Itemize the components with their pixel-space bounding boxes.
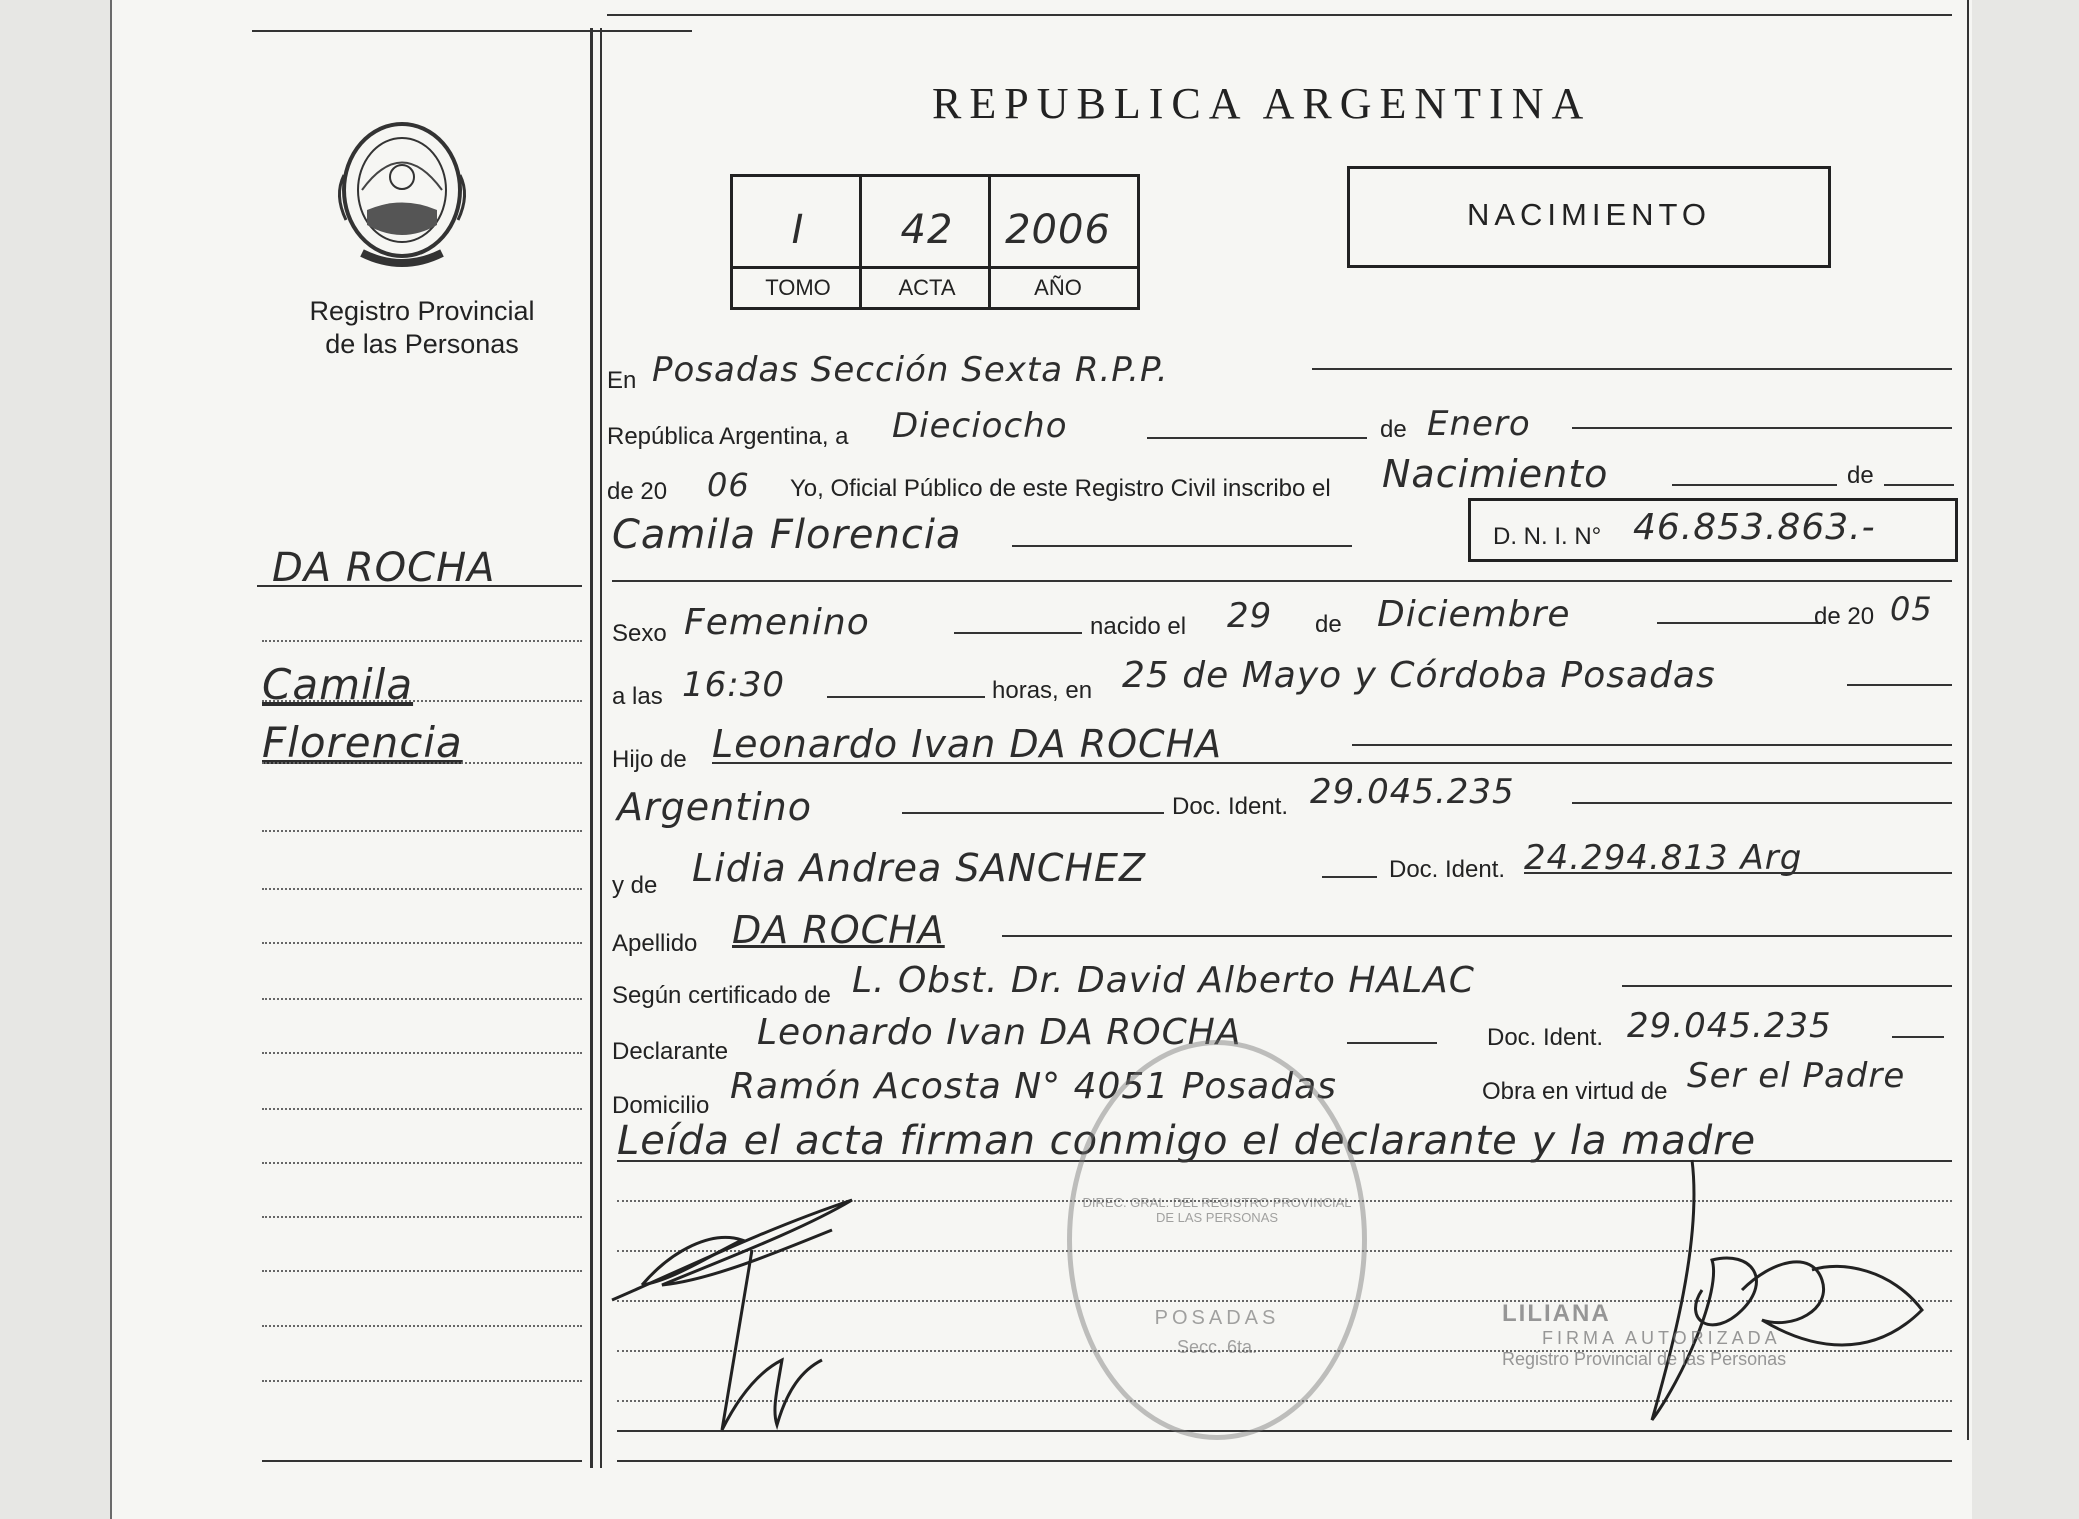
year-label: de 20: [607, 478, 668, 505]
obra-value: Ser el Padre: [1687, 1056, 1906, 1096]
sidebar-name-1: Camila: [262, 660, 414, 709]
sidebar-dotted-line: [262, 762, 582, 764]
nacido-label: nacido el: [1090, 613, 1187, 640]
shield-emblem-icon: [332, 115, 472, 275]
record-type: NACIMIENTO: [1466, 197, 1712, 232]
form-line: [1002, 935, 1952, 937]
sidebar-dotted-line: [262, 888, 582, 890]
acto-value: Nacimiento: [1382, 452, 1609, 496]
register-label-rule: [733, 266, 1137, 269]
round-stamp-ring: DIREC. GRAL. DEL REGISTRO PROVINCIAL DE LAS PERSONAS: [1082, 1195, 1352, 1225]
sidebar-dotted-line: [262, 1380, 582, 1382]
register-box: [730, 174, 1140, 310]
official-signature-icon: [1592, 1150, 1972, 1430]
province-emblem: [332, 115, 472, 275]
month-value: Enero: [1427, 404, 1531, 444]
form-line: [902, 812, 1164, 814]
sidebar-dotted-line: [262, 1162, 582, 1164]
form-line: [1352, 744, 1952, 746]
lugar-value: 25 de Mayo y Córdoba Posadas: [1122, 655, 1716, 696]
certificado-value: L. Obst. Dr. David Alberto HALAC: [852, 960, 1475, 1001]
hora-label: a las: [612, 683, 663, 710]
padre-nacionalidad: Argentino: [617, 785, 812, 829]
year-value: 06: [707, 466, 750, 504]
day-value: Dieciocho: [892, 406, 1068, 446]
sidebar-dotted-line: [262, 1270, 582, 1272]
form-line: [1147, 437, 1367, 439]
register-divider: [859, 177, 862, 307]
sidebar-bottom-rule: [262, 1460, 582, 1462]
sexo-label: Sexo: [612, 620, 667, 647]
de-label: de: [1380, 416, 1407, 443]
domicilio-label: Domicilio: [612, 1092, 710, 1119]
form-line: [1322, 876, 1377, 878]
madre-doc: 24.294.813 Arg: [1524, 838, 1803, 878]
madre-label: y de: [612, 872, 658, 899]
certificate-page: [110, 0, 1972, 1519]
page-title: REPUBLICA ARGENTINA: [932, 79, 1592, 128]
person-name: Camila Florencia: [612, 512, 962, 558]
declarante-doc: 29.045.235: [1627, 1006, 1832, 1046]
sidebar-dotted-line: [262, 830, 582, 832]
hora-value: 16:30: [682, 665, 785, 705]
padre-doc: 29.045.235: [1310, 772, 1515, 812]
form-line: [1347, 1042, 1437, 1044]
dni-box: [1468, 498, 1958, 562]
sidebar-dotted-line: [262, 1216, 582, 1218]
certificado-label: Según certificado de: [612, 982, 831, 1009]
round-stamp: [1067, 1040, 1367, 1440]
birth-year: 05: [1890, 590, 1933, 628]
form-line: [1672, 484, 1837, 486]
dni-label: D. N. I. N°: [1493, 523, 1602, 550]
sexo-value: Femenino: [684, 602, 870, 643]
official-stamp: [1502, 1300, 1922, 1370]
padre-value: Leonardo Ivan DA ROCHA: [712, 722, 1223, 766]
top-rule-left: [252, 30, 692, 32]
sidebar-dotted-line: [262, 1052, 582, 1054]
sidebar-dotted-line: [262, 998, 582, 1000]
round-stamp-section: Secc. 6ta.: [1176, 1337, 1258, 1357]
leida-text: Leída el acta firman conmigo el declarante y la madre: [617, 1118, 1757, 1164]
tomo-label: TOMO: [765, 275, 831, 300]
birth-month: Diciembre: [1377, 594, 1571, 635]
de-label-2: de: [1847, 462, 1874, 489]
dni-value: 46.853.863.-: [1633, 507, 1876, 548]
lugar-label: horas, en: [992, 677, 1093, 704]
sidebar-dotted-line: [262, 640, 582, 642]
form-line: [1524, 872, 1952, 874]
form-line: [1622, 985, 1952, 987]
hijo-label: Hijo de: [612, 746, 687, 773]
form-line: [827, 696, 985, 698]
declarant-signature-icon: [602, 1190, 982, 1440]
sidebar-rule: [257, 585, 582, 587]
form-line: [1884, 484, 1954, 486]
en-value: Posadas Sección Sexta R.P.P.: [652, 350, 1169, 390]
anio-value: 2006: [1005, 207, 1111, 253]
form-line: [1572, 427, 1952, 429]
acta-value: 42: [900, 207, 954, 253]
sidebar-surname: DA ROCHA: [272, 545, 496, 591]
sidebar-dotted-line: [262, 942, 582, 944]
birth-day: 29: [1227, 596, 1273, 636]
birth-year-label: de 20: [1814, 603, 1875, 630]
sidebar-name-2: Florencia: [262, 718, 463, 767]
apellido-value: DA ROCHA: [732, 908, 945, 952]
column-divider-a: [590, 28, 593, 1468]
madre-value: Lidia Andrea SANCHEZ: [692, 846, 1147, 890]
tomo-value: I: [791, 207, 805, 253]
record-type-box: [1347, 166, 1831, 268]
declarante-label: Declarante: [612, 1038, 729, 1065]
form-line: [1312, 368, 1952, 370]
round-stamp-city: POSADAS: [1154, 1307, 1280, 1329]
obra-label: Obra en virtud de: [1482, 1078, 1668, 1105]
form-line: [712, 762, 1952, 764]
declarante-doc-label: Doc. Ident.: [1487, 1024, 1604, 1051]
form-line: [954, 632, 1082, 634]
padre-doc-label: Doc. Ident.: [1172, 793, 1289, 820]
form-bottom-rule-2: [617, 1460, 1952, 1462]
sidebar-dotted-line: [262, 700, 582, 702]
anio-label: AÑO: [1034, 275, 1082, 300]
de-label-3: de: [1315, 611, 1342, 638]
form-line: [1847, 684, 1952, 686]
domicilio-value: Ramón Acosta N° 4051 Posadas: [730, 1066, 1337, 1107]
official-stamp-name: LILIANA: [1502, 1300, 1611, 1327]
declarante-value: Leonardo Ivan DA ROCHA: [757, 1012, 1242, 1053]
register-divider: [988, 177, 991, 307]
registry-line-1: Registro Provincial: [309, 296, 535, 326]
form-line: [1012, 545, 1352, 547]
form-line: [1657, 622, 1822, 624]
oficial-text: Yo, Oficial Público de este Registro Civil inscribo el: [790, 475, 1331, 502]
apellido-label: Apellido: [612, 930, 698, 957]
sidebar-dotted-line: [262, 1325, 582, 1327]
top-rule-right: [607, 14, 1952, 16]
sidebar-dotted-line: [262, 1108, 582, 1110]
acta-label: ACTA: [898, 275, 956, 300]
rep-label: República Argentina, a: [607, 423, 849, 450]
form-line: [1572, 802, 1952, 804]
en-label: En: [607, 367, 637, 394]
registry-line-2: de las Personas: [325, 329, 519, 359]
official-stamp-title: FIRMA AUTORIZADA: [1542, 1328, 1781, 1348]
form-line: [1892, 1036, 1944, 1038]
official-stamp-registry: Registro Provincial de las Personas: [1502, 1349, 1787, 1369]
madre-doc-label: Doc. Ident.: [1389, 856, 1506, 883]
registry-name: [267, 295, 577, 361]
form-line: [612, 580, 1952, 582]
